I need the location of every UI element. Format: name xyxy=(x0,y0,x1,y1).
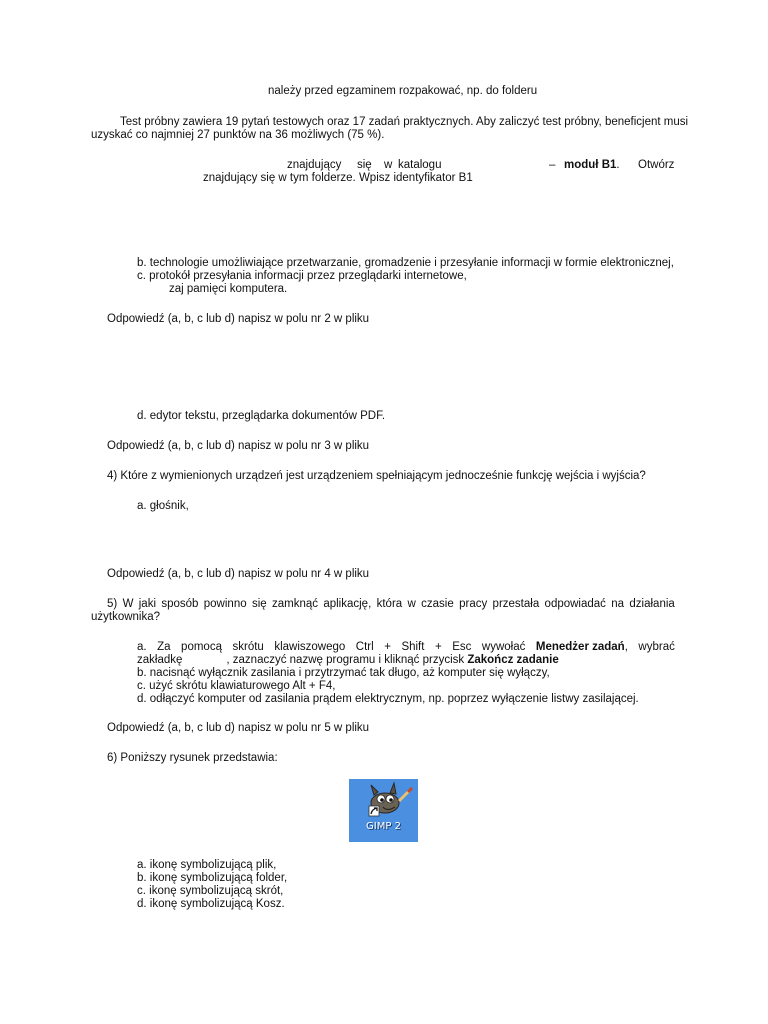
q5-a-comma: , xyxy=(624,641,628,653)
instruction-word: w xyxy=(384,159,393,171)
q5-word: przestała xyxy=(492,598,540,610)
q5-a-word: Za xyxy=(157,641,171,653)
q5-option-d: d. odłączyć komputer od zasilania prądem elektrycznym, np. poprzez wyłączenie listwy zasilającej. xyxy=(137,693,639,705)
instruction-word: katalogu xyxy=(398,159,442,171)
intro-line-1: Test próbny zawiera 19 pytań testowych oraz 17 zadań praktycznych. Aby zaliczyć test próbny, beneficjent musi xyxy=(120,116,689,128)
q5-question-line-1 xyxy=(107,598,675,611)
q5-word: pracy xyxy=(459,598,488,610)
instruction-period: . xyxy=(616,159,620,171)
q4-option-a: a. głośnik, xyxy=(137,500,189,512)
q5-option-c: c. użyć skrótu klawiaturowego Alt + F4, xyxy=(137,680,336,692)
q5-a-word: Shift xyxy=(401,641,425,653)
q5-a-word: wybrać xyxy=(638,641,675,653)
q5-word: na xyxy=(611,598,625,610)
q5-word: jaki xyxy=(138,598,157,610)
q3-answer-instruction: Odpowiedź (a, b, c lub d) napisz w polu nr 3 w pliku xyxy=(107,440,370,452)
q5-a-word: + xyxy=(384,641,391,653)
q5-word: która xyxy=(376,598,403,610)
q5-option-a-line-1 xyxy=(137,641,675,654)
instruction-word: się xyxy=(357,159,372,171)
instruction-word: znajdujący xyxy=(287,159,342,171)
q5-a-word: a. xyxy=(137,641,147,653)
q3-option-d: d. edytor tekstu, przeglądarka dokumentów PDF. xyxy=(137,410,386,422)
q5-a-word: + xyxy=(434,641,442,653)
q5-a-word: pomocą xyxy=(181,641,222,653)
q5-a-word: klawiszowego xyxy=(274,641,346,653)
q5-word: się xyxy=(251,598,267,610)
q5-word: zamknąć xyxy=(271,598,318,610)
q5-word: powinno xyxy=(203,598,247,610)
q5-a-line2-pre: zakładkę xyxy=(137,654,183,666)
q6-option-a: a. ikonę symbolizującą plik, xyxy=(137,859,277,871)
q5-a-word: skrótu xyxy=(232,641,264,653)
q5-word: czasie xyxy=(421,598,454,610)
q5-a-word: Esc xyxy=(452,641,472,653)
q5-answer-instruction: Odpowiedź (a, b, c lub d) napisz w polu nr 5 w pliku xyxy=(107,722,370,734)
q5-question-line-2: użytkownika? xyxy=(91,611,161,623)
end-task-label: Zakończ zadanie xyxy=(467,654,559,666)
gimp-shortcut-icon xyxy=(349,779,418,842)
q5-a-word: wywołać xyxy=(481,641,526,653)
header-fragment: należy przed egzaminem rozpakować, np. do folderu xyxy=(268,85,538,97)
wilber-icon xyxy=(349,779,418,823)
q5-word: W xyxy=(122,598,134,610)
instruction-line-2: znajdujący się w tym folderze. Wpisz identyfikator B1 xyxy=(203,172,473,184)
task-manager-label: Menedżer zadań xyxy=(535,641,625,653)
q4-question: 4) Które z wymienionych urządzeń jest urządzeniem spełniającym jednocześnie funkcję wejścia i wyjścia? xyxy=(107,470,646,482)
q4-answer-instruction: Odpowiedź (a, b, c lub d) napisz w polu nr 4 w pliku xyxy=(107,568,370,580)
q5-word: sposób xyxy=(161,598,199,610)
instruction-dash: – xyxy=(549,159,556,171)
icon-label: GIMP 2 xyxy=(366,821,401,832)
q2-option-b: b. technologie umożliwiające przetwarzanie, gromadzenie i przesyłanie informacji w formie elektronicznej, xyxy=(137,257,674,269)
q5-option-a-line-2 xyxy=(137,654,559,667)
q6-option-b: b. ikonę symbolizującą folder, xyxy=(137,872,288,884)
q5-a-line2-mid: , zaznaczyć nazwę programu i kliknąć przycisk xyxy=(226,654,465,666)
intro-line-2: uzyskać co najmniej 27 punktów na 36 możliwych (75 %). xyxy=(91,129,385,141)
q6-option-d: d. ikonę symbolizującą Kosz. xyxy=(137,898,285,910)
q6-option-c: c. ikonę symbolizującą skrót, xyxy=(137,885,284,897)
q5-word: w xyxy=(407,598,416,610)
q2-answer-instruction: Odpowiedź (a, b, c lub d) napisz w polu nr 2 w pliku xyxy=(107,313,370,325)
module-name: moduł B1 xyxy=(564,159,617,171)
q2-option-c: c. protokół przesyłania informacji przez przeglądarki internetowe, xyxy=(137,270,467,282)
q5-a-word: Ctrl xyxy=(355,641,374,653)
q5-word: aplikację, xyxy=(323,598,372,610)
instruction-word: Otwórz xyxy=(638,159,675,171)
q2-option-d-fragment: zaj pamięci komputera. xyxy=(169,283,288,295)
q6-question: 6) Poniższy rysunek przedstawia: xyxy=(107,752,278,764)
q5-word: odpowiadać xyxy=(544,598,606,610)
q5-option-b: b. nacisnąć wyłącznik zasilania i przytrzymać tak długo, aż komputer się wyłączy, xyxy=(137,667,550,679)
q5-word: działania xyxy=(629,598,675,610)
q5-word: 5) xyxy=(107,598,118,610)
